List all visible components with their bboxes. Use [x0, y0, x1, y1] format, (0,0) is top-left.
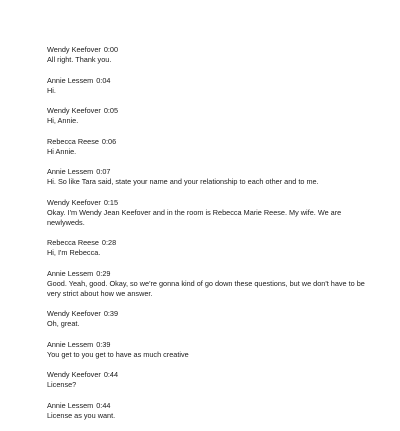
speaker-line	[47, 309, 377, 319]
timestamp: 0:28	[101, 238, 117, 247]
timestamp: 0:07	[96, 167, 111, 176]
speaker-line	[47, 167, 377, 177]
transcript-entry	[47, 137, 377, 157]
speaker-name: Wendy Keefover	[47, 106, 101, 115]
speaker-name: Annie Lessem	[47, 400, 94, 410]
timestamp: 0:39	[96, 339, 111, 349]
transcript-entry	[47, 309, 377, 329]
timestamp: 0:44	[96, 400, 111, 410]
utterance-text: You get to you get to have as much creative	[47, 349, 189, 359]
timestamp: 0:04	[96, 75, 111, 85]
speaker-line	[47, 137, 377, 147]
utterance-text: License as you want.	[47, 410, 116, 420]
utterance-text: Hi Annie.	[47, 146, 77, 156]
speaker-line	[47, 238, 377, 248]
utterance-text: Okay. I'm Wendy Jean Keefover and in the room is Rebecca Marie Reese. My wife. We are newlyweds.	[47, 207, 344, 227]
speaker-line	[47, 45, 377, 55]
speaker-name: Wendy Keefover	[47, 370, 101, 379]
utterance-text: Good. Yeah, good. Okay, so we're gonna kind of go down these questions, but we don't have to be very strict about how we answer.	[47, 278, 367, 298]
speaker-name: Wendy Keefover	[47, 45, 101, 54]
speaker-name: Rebecca Reese	[47, 136, 99, 146]
transcript-entry	[47, 106, 377, 126]
speaker-name: Annie Lessem	[47, 268, 94, 278]
transcript	[47, 45, 377, 431]
utterance-text: Hi. So like Tara said, state your name and your relationship to each other and to me.	[47, 177, 319, 186]
timestamp: 0:39	[103, 309, 119, 318]
speaker-name: Wendy Keefover	[47, 197, 101, 207]
timestamp: 0:44	[103, 370, 119, 379]
utterance-text: License?	[47, 380, 77, 389]
utterance-text: All right. Thank you.	[47, 55, 112, 64]
utterance-text: Hi.	[47, 85, 56, 95]
speaker-name: Rebecca Reese	[47, 238, 99, 247]
speaker-name: Wendy Keefover	[47, 309, 101, 318]
transcript-entry	[47, 269, 377, 299]
speaker-line	[47, 370, 377, 380]
speaker-name: Annie Lessem	[47, 75, 94, 85]
timestamp: 0:00	[103, 45, 119, 54]
utterance-text: Oh, great.	[47, 319, 80, 328]
speaker-line	[47, 401, 377, 411]
transcript-entry	[47, 167, 377, 187]
speaker-line	[47, 198, 377, 208]
transcript-entry	[47, 45, 377, 65]
timestamp: 0:15	[103, 197, 119, 207]
transcript-entry	[47, 238, 377, 258]
speaker-line	[47, 106, 377, 116]
speaker-line	[47, 340, 377, 350]
transcript-entry	[47, 198, 377, 228]
utterance-text: Hi, I'm Rebecca.	[47, 248, 101, 257]
transcript-entry	[47, 340, 377, 360]
transcript-entry	[47, 76, 377, 96]
speaker-line	[47, 76, 377, 86]
transcript-entry	[47, 370, 377, 390]
timestamp: 0:29	[96, 268, 111, 278]
speaker-name: Annie Lessem	[47, 167, 94, 176]
speaker-name: Annie Lessem	[47, 339, 94, 349]
speaker-line	[47, 269, 377, 279]
transcript-entry	[47, 401, 377, 421]
timestamp: 0:06	[101, 136, 117, 146]
timestamp: 0:05	[103, 106, 119, 115]
utterance-text: Hi, Annie.	[47, 116, 79, 125]
